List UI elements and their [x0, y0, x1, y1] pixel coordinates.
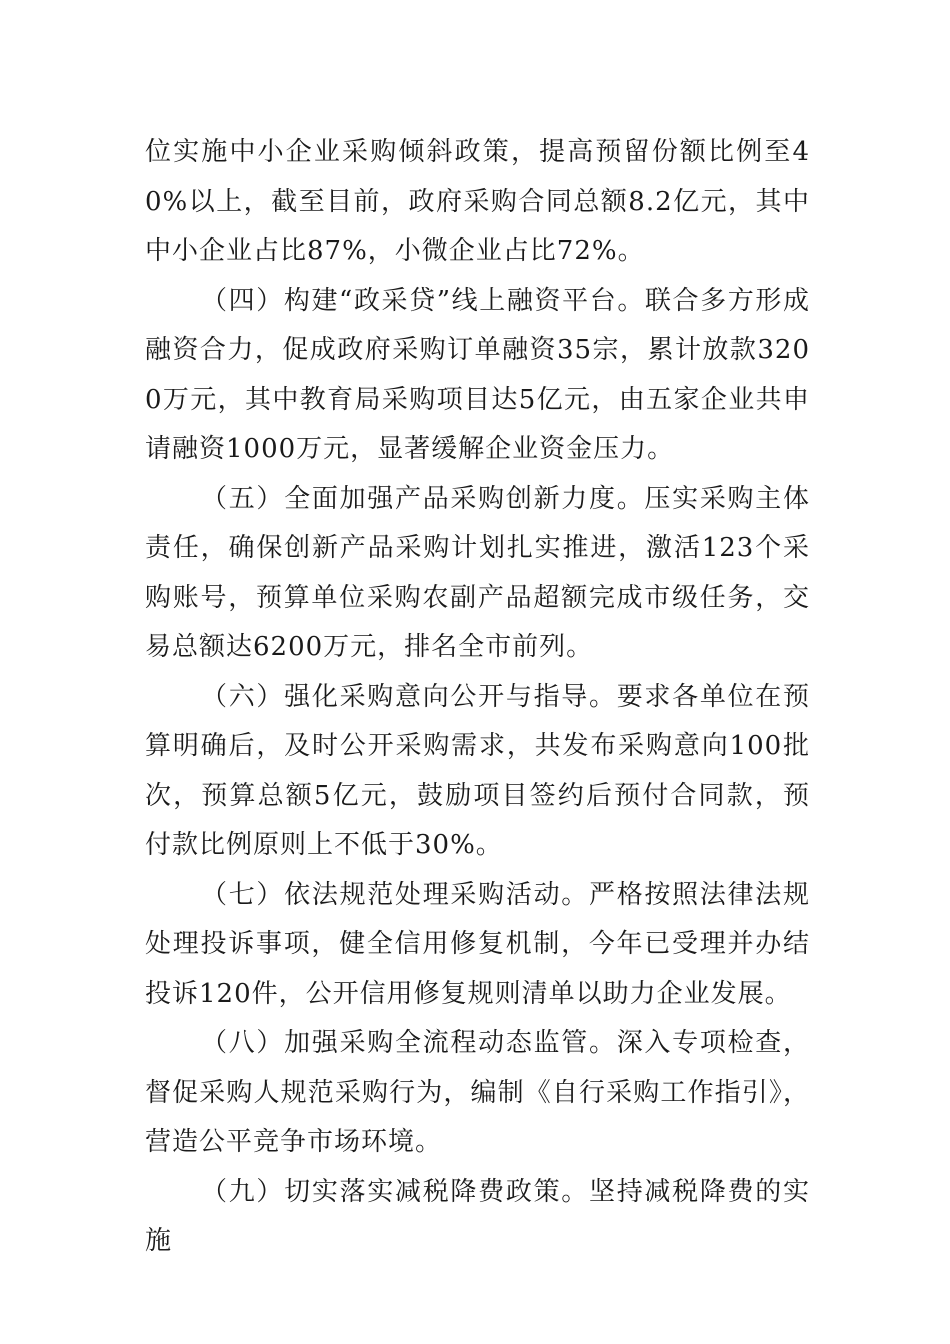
paragraph-continuation: 位实施中小企业采购倾斜政策，提高预留份额比例至40%以上，截至目前，政府采购合同总额8.2亿元，其中中小企业占比87%，小微企业占比72%。 — [145, 137, 810, 266]
paragraph-item-6: （六）强化采购意向公开与指导。要求各单位在预算明确后，及时公开采购需求，共发布采购意向100批次，预算总额5亿元，鼓励项目签约后预付合同款，预付款比例原则上不低于30%。 — [145, 681, 810, 860]
paragraph-item-7: （七）依法规范处理采购活动。严格按照法律法规处理投诉事项，健全信用修复机制，今年已受理并办结投诉120件，公开信用修复规则清单以助力企业发展。 — [145, 879, 810, 1009]
paragraph-item-5: （五）全面加强产品采购创新力度。压实采购主体责任，确保创新产品采购计划扎实推进，激活123个采购账号，预算单位采购农副产品超额完成市级任务，交易总额达6200万元，排名全市前列。 — [145, 483, 810, 662]
paragraph-item-4: （四）构建“政采贷”线上融资平台。联合多方形成融资合力，促成政府采购订单融资35宗，累计放款3200万元，其中教育局采购项目达5亿元，由五家企业共申请融资1000万元，显著缓解企业资金压力。 — [145, 285, 810, 464]
paragraph-item-9: （九）切实落实减税降费政策。坚持减税降费的实施 — [145, 1176, 810, 1256]
document-body — [145, 128, 810, 1267]
paragraph-item-8: （八）加强采购全流程动态监管。深入专项检查，督促采购人规范采购行为，编制《自行采购工作指引》，营造公平竞争市场环境。 — [145, 1028, 810, 1157]
